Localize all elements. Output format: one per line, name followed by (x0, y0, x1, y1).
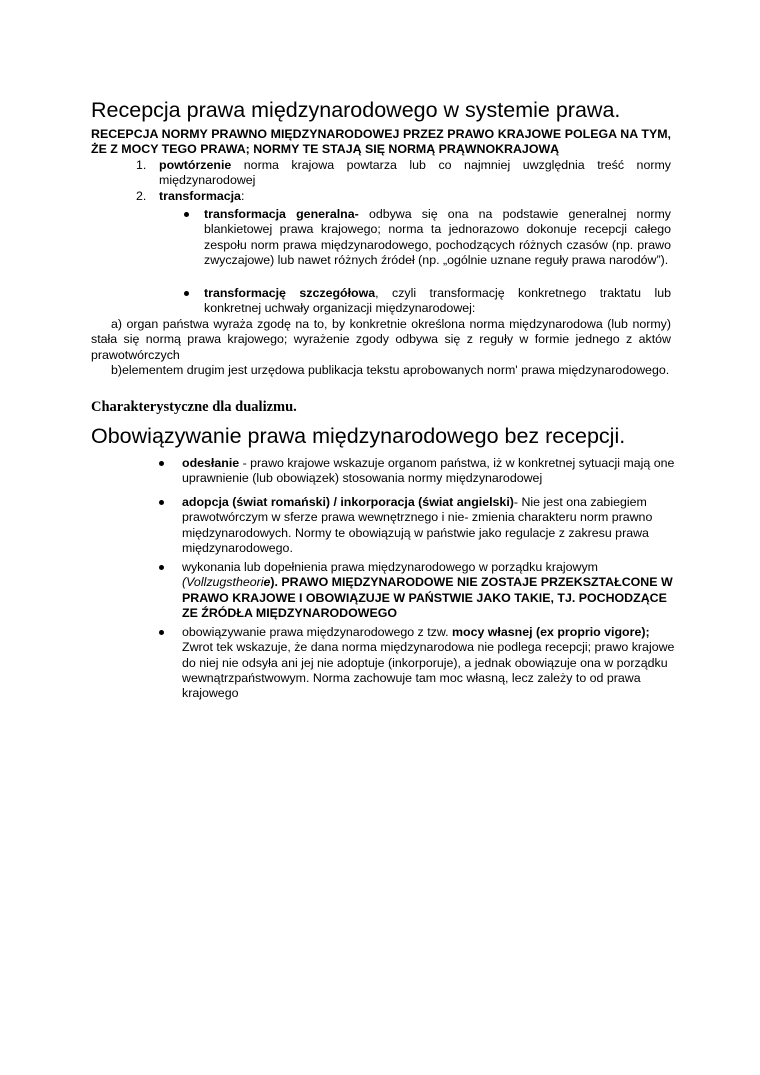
dualism-note: Charakterystyczne dla dualizmu. (91, 399, 297, 415)
bullet-term: transformacja generalna- (204, 207, 359, 221)
bullet-term: adopcja (świat romański) / inkorporacja (świat angielski) (182, 495, 514, 509)
item-text: : (240, 189, 245, 203)
item-number: 2. (136, 189, 147, 203)
paragraph-b: b)elementem drugim jest urzędowa publikacja tekstu aprobowanych norm' prawa międzynarodowego. (111, 363, 670, 377)
item-number: 1. (136, 158, 147, 172)
bullet-dot-icon (159, 461, 164, 466)
bullet-dot-icon (159, 630, 164, 635)
bullet-general-transformation (204, 207, 671, 268)
bullet-dot-icon (184, 291, 189, 296)
bullet-dot-icon (159, 500, 164, 505)
section-title: Obowiązywanie prawa międzynarodowego bez recepcji. (91, 424, 626, 448)
bullet-italic: (Vollzugstheori (182, 575, 264, 590)
bullet-text: - prawo krajowe wskazuje organom państwa, iż w konkretnej sytuacji mają one uprawnienie (lub obowiązek) stosowania normy międzynarodowej (182, 456, 675, 486)
numbered-item-transformation (136, 189, 671, 204)
bullet-text: , czyli transformację konkretnego traktatu lub konkretnej uchwały organizacji międzynarodowej: (204, 286, 671, 316)
item-term: powtórzenie (159, 158, 232, 172)
bullet-text: odbywa się ona na podstawie generalnej normy blankietowej prawa krajowego; norma ta jednorazowo dokonuje recepcji całego zespołu norm prawa międzynarodowego, pochodzących różnych czasów (np. prawo zwyczajowe) lub nawet różnych źródeł (np. „ogólnie uznane reguły prawa narodów”). (204, 207, 671, 267)
bullet-term: mocy własnej (ex proprio vigore); (451, 625, 650, 639)
page-title: Recepcja prawa międzynarodowego w systemie prawa. (91, 98, 621, 122)
bullet-text: wykonania lub dopełnienia prawa międzynarodowego w porządku krajowym (182, 560, 599, 574)
bullet-term: odesłanie (182, 456, 240, 470)
numbered-item-repetition (136, 158, 671, 189)
reception-definition: RECEPCJA NORMY PRAWNO MIĘDZYNARODOWEJ PRZEZ PRAWO KRAJOWE POLEGA NA TYM, ŻE Z MOCY TEGO PRAWA; NORMY TE STAJĄ SIĘ NORMĄ PRĄWNOKRAJOWĄ (91, 127, 671, 157)
bullet-term: transformację szczegółowa (204, 286, 376, 300)
bullet-dot-icon (184, 212, 189, 217)
bullet-execution-theory (182, 560, 677, 621)
item-term: transformacja (159, 189, 241, 203)
bullet-text-continued: Zwrot tek wskazuje, że dana norma międzynarodowa nie podlega recepcji; prawo krajowe do niej nie odsyła ani jej nie adoptuje (inkorporuje), a jednak obowiązuje ona w porządku wewnątrzpaństwowym. Norma zachowuje tam moc własną, lecz zależy to od prawa krajowego (182, 640, 675, 701)
bullet-reference (182, 456, 677, 487)
bullet-text: - Nie jest ona zabiegiem prawotwórczym w sferze prawa wewnętrznego i nie- zmienia charakteru norm prawno międzynarodowych. Normy te obowiązują w państwie jako regulacje z zakresu prawa międzynarodowego. (182, 495, 653, 555)
bullet-caps: ). PRAWO MIĘDZYNARODOWE NIE ZOSTAJE PRZEKSZTAŁCONE W PRAWO KRAJOWE I OBOWIĄZUJE W PAŃSTWIE JAKO TAKIE, TJ. POCHODZĄCE ZE ŹRÓDŁA MIĘDZYNARODOWEGO (182, 575, 673, 620)
bullet-dot-icon (159, 565, 164, 570)
bullet-text: obowiązywanie prawa międzynarodowego z tzw. (182, 625, 452, 639)
bullet-italic-bold: e (263, 575, 271, 590)
paragraph-a: a) organ państwa wyraża zgodę na to, by konkretnie określona norma międzynarodowa (lub normy) stała się normą prawa krajowego; wyrażenie zgody odbywa się z reguły w formie jednego z aktów prawotwórczych (91, 317, 671, 362)
bullet-adoption (182, 495, 677, 556)
item-text: norma krajowa powtarza lub co najmniej uwzględnia treść normy międzynarodowej (159, 158, 671, 188)
bullet-own-force (182, 625, 677, 701)
bullet-specific-transformation (204, 286, 671, 317)
